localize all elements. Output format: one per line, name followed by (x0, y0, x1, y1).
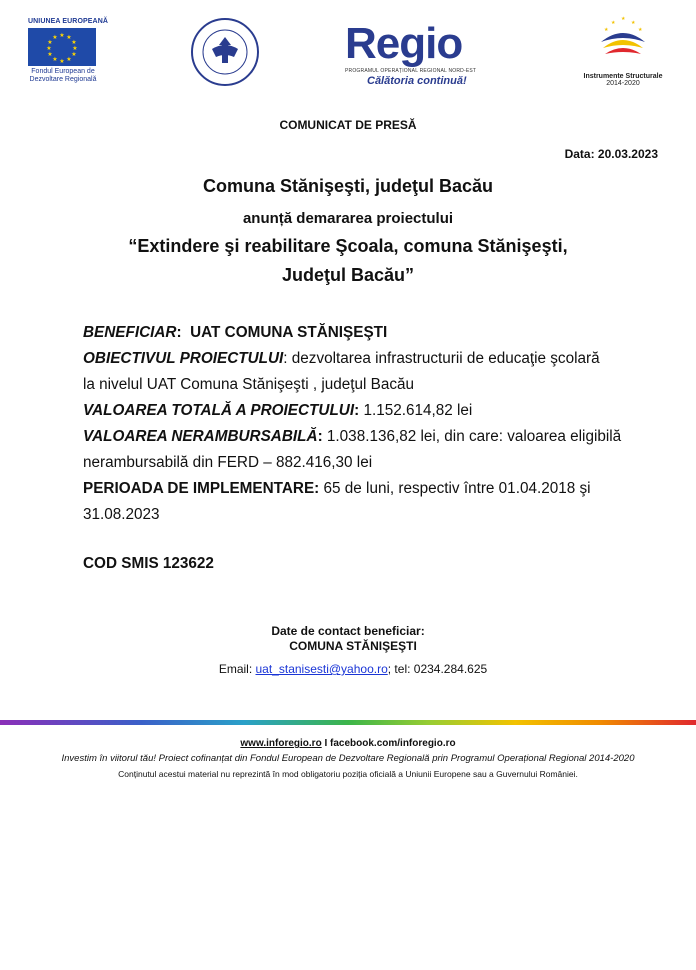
press-release-kicker: COMUNICAT DE PRESĂ (279, 118, 417, 132)
neramb-row: VALOAREA NERAMBURSABILĂ: 1.038.136,82 lei, din care: valoarea eligibilă (83, 428, 622, 445)
svg-text:★: ★ (71, 51, 77, 58)
eu-title: UNIUNEA EUROPEANĂ (28, 18, 109, 25)
contact-heading: Date de contact beneficiar: (271, 624, 425, 638)
email-prefix: Email: (218, 662, 256, 676)
svg-text:★: ★ (71, 39, 77, 46)
footer-links (0, 738, 696, 749)
perioada-row (83, 476, 663, 502)
title-line-4: Judeţul Bacău” (281, 265, 415, 285)
regio-program-text: PROGRAMUL OPERAȚIONAL REGIONAL NORD-EST (345, 68, 477, 74)
eu-flag-icon (28, 28, 96, 66)
footer-disclaimer: Conținutul acestui material nu reprezintă în mod obligatoriu poziția oficială a Uniunii Europene sau a Guvernului României. (118, 769, 578, 779)
beneficiar-row: BENEFICIAR: UAT COMUNA STĂNIŞEŞTI (83, 324, 388, 341)
svg-text:★: ★ (66, 34, 72, 41)
release-date: Data: 20.03.2023 (564, 147, 658, 161)
svg-text:★: ★ (47, 51, 53, 58)
svg-text:★: ★ (621, 16, 626, 22)
obiectiv-label: OBIECTIVUL PROIECTULUI (83, 350, 284, 367)
title-line-1: Comuna Stănişeşti, judeţul Bacău (202, 176, 494, 196)
government-seal (190, 17, 260, 87)
beneficiar-label: BENEFICIAR (83, 324, 177, 341)
svg-text:★: ★ (52, 56, 58, 63)
eu-subtitle: Fondul European de Dezvoltare Regională (29, 68, 97, 83)
perioada-value-2: 31.08.2023 (83, 506, 160, 523)
project-details (83, 320, 663, 528)
svg-text:★: ★ (52, 34, 58, 41)
obiectiv-row: OBIECTIVUL PROIECTULUI: dezvoltarea infrastructurii de educaţie şcolară (83, 350, 600, 367)
contact-line (10, 660, 696, 678)
instrumente-structurale-logo (578, 14, 668, 87)
svg-text:★: ★ (638, 27, 643, 33)
svg-text:★: ★ (611, 20, 616, 26)
valoare-row: VALOAREA TOTALĂ A PROIECTULUI: 1.152.614,82 lei (83, 402, 473, 419)
regio-word: Regio (345, 19, 463, 68)
svg-text:★: ★ (59, 58, 65, 65)
regio-logo (345, 19, 495, 87)
title-line-3: “Extindere şi reabilitare Şcoala, comuna Stănişeşti, (128, 236, 568, 256)
svg-text:★: ★ (72, 45, 78, 52)
inforegio-link[interactable]: www.inforegio.ro (240, 738, 322, 749)
perioada-label: PERIOADA DE IMPLEMENTARE: (83, 480, 320, 497)
footer-cofinancing-text: Investim în viitorul tău! Proiect cofinanțat din Fondul European de Dezvoltare Regională prin Programul Operațional Regional 2014-2020 (61, 753, 635, 764)
facebook-link[interactable]: I facebook.com/inforegio.ro (321, 738, 456, 749)
svg-text:★: ★ (59, 32, 65, 39)
contact-name: COMUNA STĂNIŞEŞTI (289, 639, 417, 653)
svg-text:★: ★ (66, 56, 72, 63)
svg-text:★: ★ (631, 20, 636, 26)
regio-slogan: Călătoria continuă! (367, 75, 467, 87)
contact-block (0, 624, 696, 678)
svg-text:★: ★ (604, 27, 609, 33)
svg-text:★: ★ (46, 45, 52, 52)
title-line-2: anunță demararea proiectului (242, 210, 454, 227)
obiectiv-value-1: dezvoltarea infrastructurii de educaţie şcolară (291, 350, 600, 367)
beneficiar-value: UAT COMUNA STĂNIŞEŞTI (190, 324, 388, 341)
neramb-label: VALOAREA NERAMBURSABILĂ (83, 428, 318, 445)
perioada-value-1: 65 de luni, respectiv între 01.04.2018 şi (323, 480, 591, 497)
footer (0, 738, 696, 779)
neramb-value-2: nerambursabilă din FERD – 882.416,30 lei (83, 454, 373, 471)
footer-color-bar (0, 720, 696, 725)
smis-code: COD SMIS 123622 (83, 555, 214, 572)
eu-logo (28, 18, 109, 84)
svg-text:★: ★ (47, 39, 53, 46)
is-years: 2014-2020 (606, 80, 640, 87)
valoare-value: 1.152.614,82 lei (363, 402, 473, 419)
obiectiv-value-2: la nivelul UAT Comuna Stănişeşti , judeţul Bacău (83, 376, 415, 393)
valoare-label: VALOAREA TOTALĂ A PROIECTULUI (83, 402, 355, 419)
instrumente-structurale-icon (593, 14, 653, 66)
email-link[interactable]: uat_stanisesti@yahoo.ro (255, 662, 388, 676)
contact-tel: ; tel: 0234.284.625 (387, 662, 488, 676)
neramb-value-1: 1.038.136,82 lei, din care: valoarea eligibilă (326, 428, 622, 445)
is-label: Instrumente Structurale (583, 73, 663, 80)
